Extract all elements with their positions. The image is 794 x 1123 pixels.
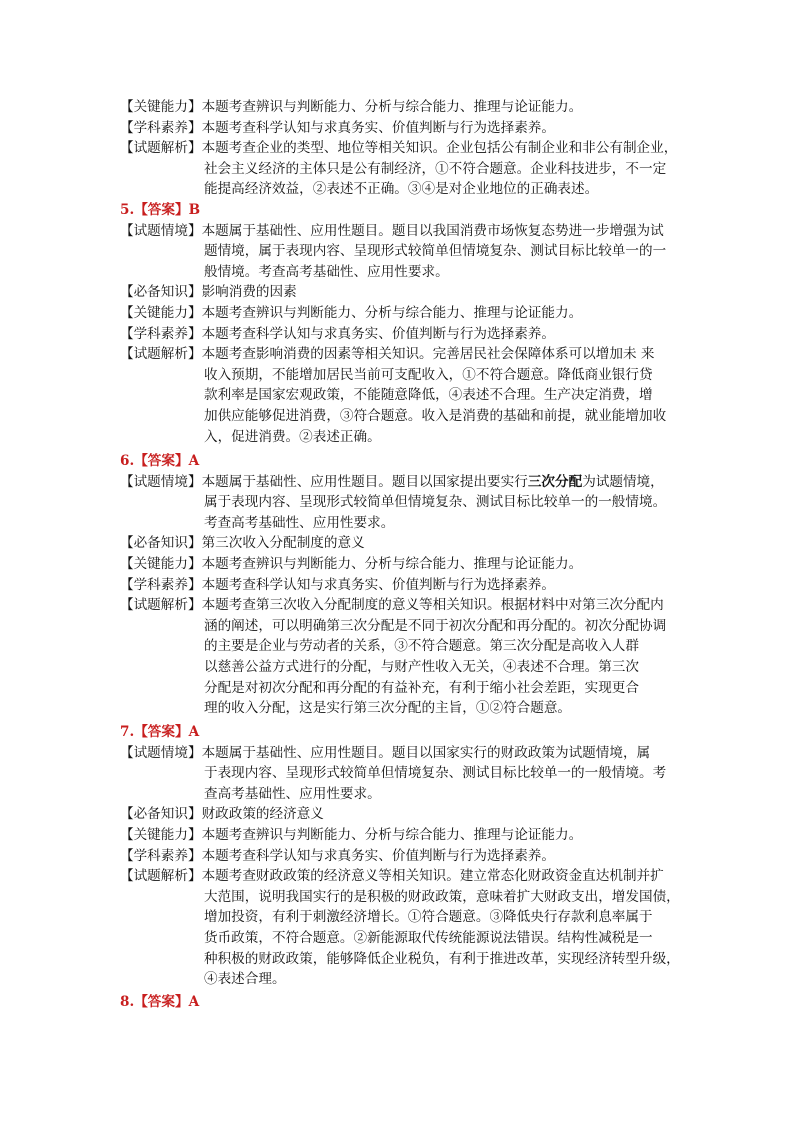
jiexi-line: 款利率是国家宏观政策，不能随意降低，④表述不合理。生产决定消费，增 bbox=[204, 387, 653, 404]
jiexi-line: 加供应能够促进消费，③符合题意。收入是消费的基础和前提，就业能增加收 bbox=[204, 407, 667, 424]
q4-guanjian-row bbox=[120, 97, 690, 118]
xueke-tag: 【学科素养】 bbox=[120, 119, 202, 136]
guanjian-tag: 【关键能力】 bbox=[120, 555, 202, 572]
q4-section bbox=[120, 97, 690, 200]
qingjing-line: 题情境，属于表现内容、呈现形式较简单但情境复杂、测试目标比较单一的一 bbox=[204, 243, 667, 260]
jiexi-tag: 【试题解析】 bbox=[120, 868, 202, 885]
jiexi-line: 以慈善公益方式进行的分配，与财产性收入无关，④表述不合理。第三次 bbox=[204, 658, 639, 675]
q5-xueke-row bbox=[120, 324, 690, 345]
jiexi-line: 货币政策，不符合题意。②新能源取代传统能源说法错误。结构性减税是一 bbox=[204, 929, 653, 946]
q4-jiexi-row bbox=[120, 138, 690, 159]
q6-answer-row bbox=[120, 451, 690, 472]
jiexi-line: 分配是对初次分配和再分配的有益补充，有利于缩小社会差距，实现更合 bbox=[204, 679, 639, 696]
bibei-tag: 【必备知识】 bbox=[120, 284, 202, 301]
jiexi-line: 增加投资，有利于刺激经济增长。①符合题意。③降低央行存款利息率属于 bbox=[204, 909, 653, 926]
guanjian-tag: 【关键能力】 bbox=[120, 304, 202, 321]
question-number: 5. bbox=[120, 202, 135, 218]
jiexi-line: 本题考查第三次收入分配制度的意义等相关知识。根据材料中对第三次分配内 bbox=[201, 597, 664, 614]
guanjian-text: 本题考查辨识与判断能力、分析与综合能力、推理与论证能力。 bbox=[201, 555, 583, 572]
qingjing-line: 本题属于基础性、应用性题目。题目以我国消费市场恢复态势进一步增强为试 bbox=[201, 222, 664, 239]
qingjing-line: 考查高考基础性、应用性要求。 bbox=[204, 514, 395, 531]
answer-label: 【答案】 bbox=[134, 202, 189, 218]
jiexi-line: 本题考查财政政策的经济意义等相关知识。建立常态化财政资金直达机制并扩 bbox=[201, 868, 664, 885]
q6-bibei-row bbox=[120, 533, 690, 554]
q7-bibei-row bbox=[120, 804, 690, 825]
jiexi-line: 能提高经济效益，②表述不正确。③④是对企业地位的正确表述。 bbox=[204, 181, 599, 198]
question-number: 7. bbox=[120, 724, 135, 740]
jiexi-line: ④表述合理。 bbox=[204, 971, 286, 988]
answer-label: 【答案】 bbox=[134, 724, 189, 740]
qingjing-post: 为试题情境， bbox=[582, 473, 664, 490]
jiexi-line: 大范围，说明我国实行的是积极的财政政策，意味着扩大财政支出，增发国债， bbox=[204, 888, 680, 905]
guanjian-tag: 【关键能力】 bbox=[120, 826, 202, 843]
jiexi-line: 收入预期，不能增加居民当前可支配收入，①不符合题意。降低商业银行贷 bbox=[204, 366, 653, 383]
bibei-text: 第三次收入分配制度的意义 bbox=[201, 535, 365, 552]
q7-qingjing-row bbox=[120, 743, 690, 764]
xueke-tag: 【学科素养】 bbox=[120, 325, 202, 342]
q6-xueke-row bbox=[120, 575, 690, 596]
jiexi-line: 涵的阐述，可以明确第三次分配是不同于初次分配和再分配的。初次分配协调 bbox=[204, 617, 667, 634]
jiexi-line: 本题考查影响消费的因素等相关知识。完善居民社会保障体系可以增加未 来 bbox=[201, 346, 655, 363]
q5-guanjian-row bbox=[120, 303, 690, 324]
answer-value: A bbox=[188, 453, 200, 469]
jiexi-tag: 【试题解析】 bbox=[120, 140, 202, 157]
qingjing-line: 属于表现内容、呈现形式较简单但情境复杂、测试目标比较单一的一般情境。 bbox=[204, 494, 667, 511]
xueke-tag: 【学科素养】 bbox=[120, 847, 202, 864]
xueke-text: 本题考查科学认知与求真务实、价值判断与行为选择素养。 bbox=[201, 325, 555, 342]
jiexi-tag: 【试题解析】 bbox=[120, 346, 202, 363]
bibei-tag: 【必备知识】 bbox=[120, 535, 202, 552]
question-number: 8. bbox=[120, 994, 135, 1010]
jiexi-line: 的主要是企业与劳动者的关系，③不符合题意。第三次分配是高收入人群 bbox=[204, 638, 639, 655]
qingjing-tag: 【试题情境】 bbox=[120, 222, 202, 239]
answer-value: A bbox=[188, 724, 200, 740]
jiexi-line: 本题考查企业的类型、地位等相关知识。企业包括公有制企业和非公有制企业， bbox=[201, 140, 678, 157]
qingjing-line: 查高考基础性、应用性要求。 bbox=[204, 785, 381, 802]
q7-xueke-row bbox=[120, 846, 690, 867]
qingjing-tag: 【试题情境】 bbox=[120, 473, 202, 490]
xueke-text: 本题考查科学认知与求真务实、价值判断与行为选择素养。 bbox=[201, 576, 555, 593]
q7-guanjian-row bbox=[120, 825, 690, 846]
qingjing-tag: 【试题情境】 bbox=[120, 744, 202, 761]
q7-jiexi-row bbox=[120, 866, 690, 887]
answer-value: B bbox=[188, 202, 201, 218]
q4-xueke-row bbox=[120, 118, 690, 139]
qingjing-line: 般情境。考查高考基础性、应用性要求。 bbox=[204, 263, 449, 280]
q5-section bbox=[120, 200, 690, 447]
qingjing-line: 于表现内容、呈现形式较简单但情境复杂、测试目标比较单一的一般情境。考 bbox=[204, 765, 667, 782]
q6-qingjing-row bbox=[120, 472, 690, 493]
guanjian-text: 本题考查辨识与判断能力、分析与综合能力、推理与论证能力。 bbox=[201, 304, 583, 321]
q5-qingjing-row bbox=[120, 221, 690, 242]
q5-answer-row bbox=[120, 200, 690, 221]
qingjing-bold: 三次分配 bbox=[527, 473, 583, 490]
question-number: 6. bbox=[120, 453, 135, 469]
answer-value: A bbox=[188, 994, 200, 1010]
guanjian-text: 本题考查辨识与判断能力、分析与综合能力、推理与论证能力。 bbox=[201, 99, 583, 115]
q6-section bbox=[120, 451, 690, 719]
jiexi-line: 社会主义经济的主体只是公有制经济，①不符合题意。企业科技进步，不一定 bbox=[204, 160, 667, 177]
jiexi-line: 入，促进消费。②表述正确。 bbox=[204, 428, 381, 445]
q8-answer-row bbox=[120, 992, 690, 1013]
answer-label: 【答案】 bbox=[134, 453, 189, 469]
q7-answer-row bbox=[120, 722, 690, 743]
jiexi-tag: 【试题解析】 bbox=[120, 597, 202, 614]
qingjing-pre: 本题属于基础性、应用性题目。题目以国家提出要实行 bbox=[201, 473, 528, 490]
q8-section bbox=[120, 992, 690, 1013]
bibei-tag: 【必备知识】 bbox=[120, 806, 202, 823]
bibei-text: 财政政策的经济意义 bbox=[201, 806, 324, 823]
q5-jiexi-row bbox=[120, 344, 690, 365]
xueke-text: 本题考查科学认知与求真务实、价值判断与行为选择素养。 bbox=[201, 119, 555, 136]
xueke-tag: 【学科素养】 bbox=[120, 576, 202, 593]
jiexi-line: 理的收入分配，这是实行第三次分配的主旨，①②符合题意。 bbox=[204, 700, 572, 717]
jiexi-line: 种积极的财政政策，能够降低企业税负，有利于推进改革，实现经济转型升级， bbox=[204, 950, 680, 967]
guanjian-tag: 【关键能力】 bbox=[120, 99, 202, 115]
bibei-text: 影响消费的因素 bbox=[201, 284, 297, 301]
guanjian-text: 本题考查辨识与判断能力、分析与综合能力、推理与论证能力。 bbox=[201, 826, 583, 843]
q5-bibei-row bbox=[120, 282, 690, 303]
q7-section bbox=[120, 722, 690, 990]
xueke-text: 本题考查科学认知与求真务实、价值判断与行为选择素养。 bbox=[201, 847, 555, 864]
q6-guanjian-row bbox=[120, 554, 690, 575]
answer-label: 【答案】 bbox=[134, 994, 189, 1010]
q6-jiexi-row bbox=[120, 595, 690, 616]
qingjing-line: 本题属于基础性、应用性题目。题目以国家实行的财政政策为试题情境，属 bbox=[201, 744, 651, 761]
